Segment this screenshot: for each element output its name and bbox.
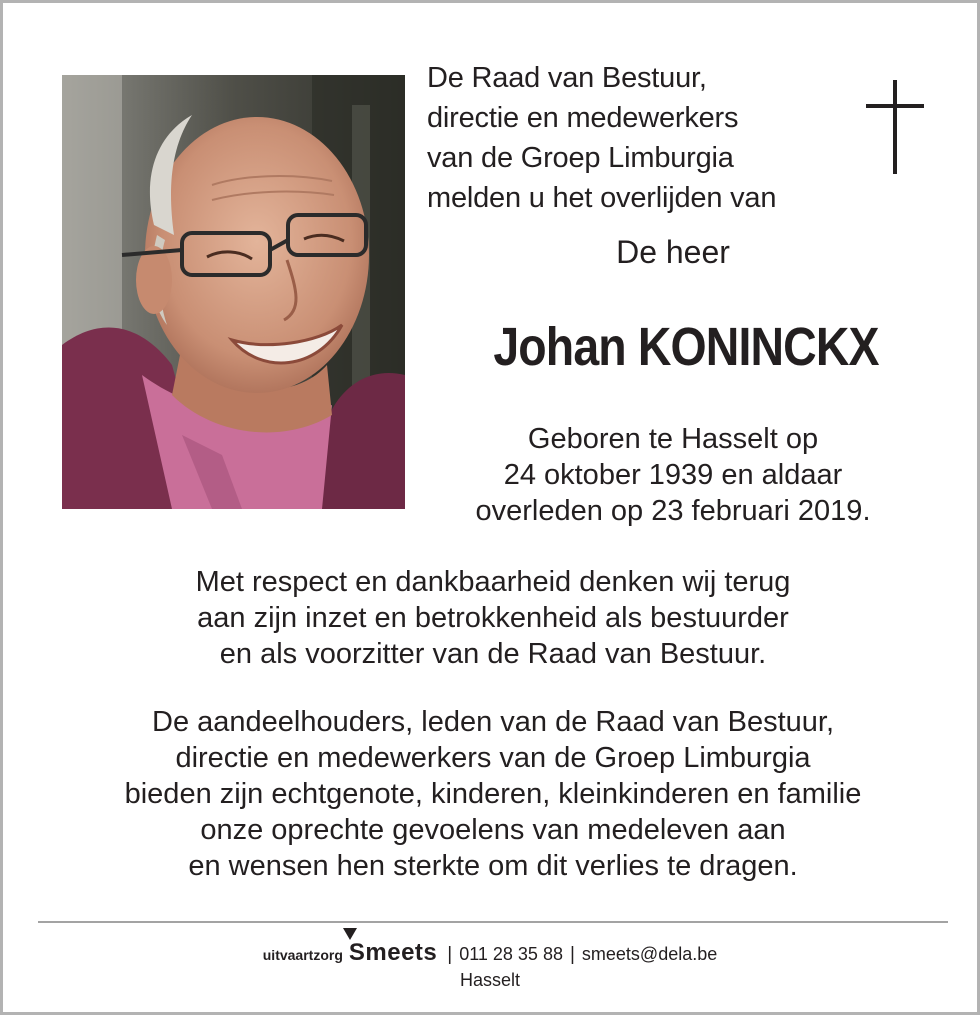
funeral-home-footer [3,939,977,991]
separator: | [569,944,575,965]
tribute-paragraph [43,564,943,672]
intro-line: van de Groep Limburgia [427,142,734,174]
condolence-paragraph [43,704,943,884]
birth-details [423,421,923,529]
intro-text [427,58,847,218]
cross-icon [866,80,924,174]
footer-contact-row [263,939,718,967]
footer-city: Hasselt [459,970,521,990]
separator: | [447,944,453,965]
birth-line: overleden op 23 februari 2019. [475,495,871,527]
deceased-name: Johan KONINCKX [493,317,879,377]
birth-line: Geboren te Hasselt op [527,423,819,455]
footer-divider [38,921,948,923]
portrait-photo [62,75,405,509]
intro-line: melden u het overlijden van [427,182,777,214]
intro-line: directie en medewerkers [427,102,739,134]
condolence-line: bieden zijn echtgenote, kinderen, kleinkinderen en familie [124,778,862,810]
condolence-line: onze oprechte gevoelens van medeleven aan [200,814,786,846]
condolence-line: directie en medewerkers van de Groep Limburgia [175,742,811,774]
phone-number: 011 28 35 88 [459,944,563,964]
brand-prefix: uitvaartzorg [262,947,343,963]
email-address: smeets@dela.be [581,944,718,964]
birth-line: 24 oktober 1939 en aldaar [503,459,843,491]
salutation: De heer [616,234,730,270]
brand-name: Smeets [348,939,438,966]
tribute-line: Met respect en dankbaarheid denken wij terug [195,566,791,598]
tribute-line: aan zijn inzet en betrokkenheid als bestuurder [197,602,789,634]
intro-line: De Raad van Bestuur, [427,62,707,94]
condolence-line: en wensen hen sterkte om dit verlies te dragen. [188,850,798,882]
tribute-line: en als voorzitter van de Raad van Bestuur. [219,638,767,670]
condolence-line: De aandeelhouders, leden van de Raad van Bestuur, [152,706,834,738]
